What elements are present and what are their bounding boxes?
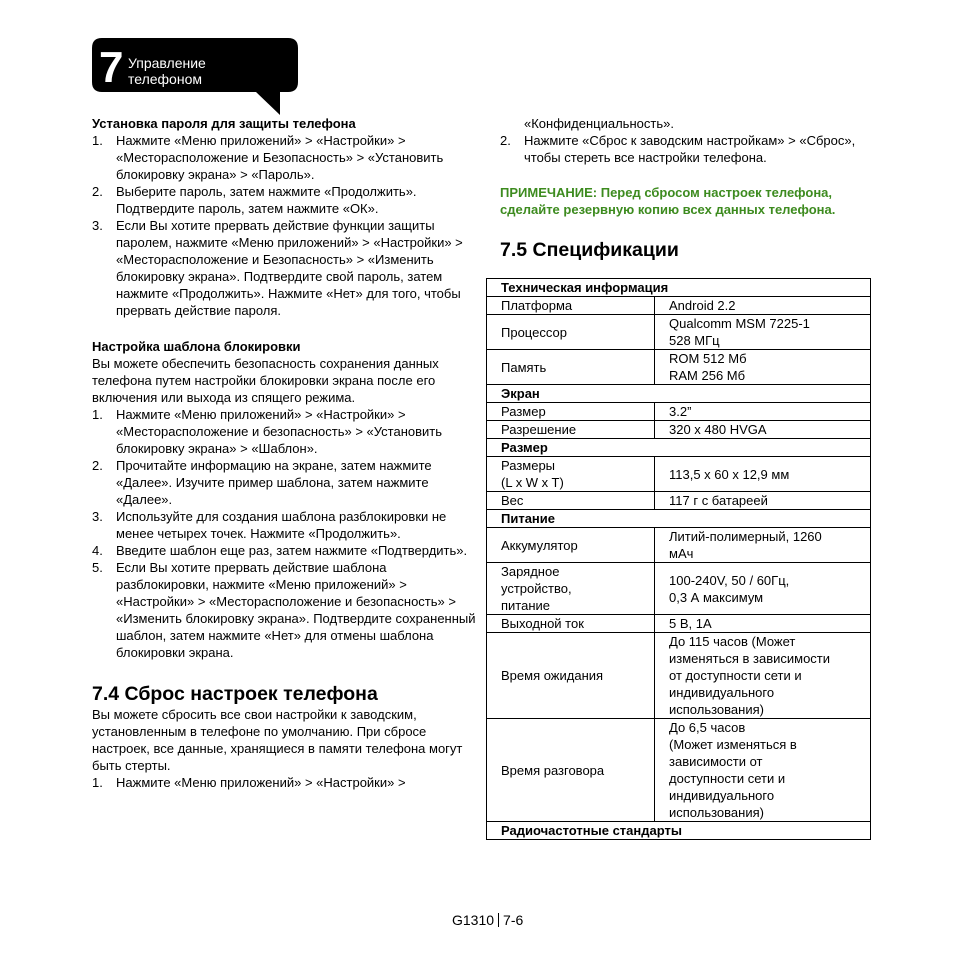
spec-value: 5 В, 1А <box>655 615 871 633</box>
spec-key: Платформа <box>487 297 655 315</box>
step-text: Нажмите «Меню приложений» > «Настройки» > «Месторасположение и Безопасность» > «Установить блокировку экрана» > «Пароль». <box>116 133 444 182</box>
step-number: 2. <box>500 133 511 148</box>
footer-divider <box>498 913 499 927</box>
spec-section-title: 7.5 Спецификации <box>500 239 679 261</box>
table-row <box>487 385 871 403</box>
spec-value: 320 x 480 HVGA <box>655 421 871 439</box>
list-item <box>92 217 477 319</box>
spec-value: 113,5 x 60 x 12,9 мм <box>655 457 871 492</box>
spec-value-line: До 6,5 часов <box>669 720 746 735</box>
list-item <box>92 183 477 217</box>
step-text: Прочитайте информацию на экране, затем нажмите «Далее». Изучите пример шаблона, затем нажмите «Далее». <box>116 458 432 507</box>
spec-key: Время ожидания <box>487 633 655 719</box>
spec-key: Аккумулятор <box>487 528 655 563</box>
category-screen: Экран <box>487 385 871 403</box>
spec-value-line: ROM 512 Мб <box>669 351 747 366</box>
spec-value-line: использования) <box>669 805 764 820</box>
table-row <box>487 315 871 350</box>
reset-section-title: 7.4 Сброс настроек телефона <box>92 683 378 705</box>
category-size: Размер <box>487 439 871 457</box>
chapter-number: 7 <box>99 43 123 92</box>
spec-value-line: Литий-полимерный, 1260 <box>669 529 822 544</box>
category-tech: Техническая информация <box>487 279 871 297</box>
chapter-badge <box>92 38 298 114</box>
step-text: Введите шаблон еще раз, затем нажмите «Подтвердить». <box>116 543 468 558</box>
spec-key: Процессор <box>487 315 655 350</box>
spec-key: Память <box>487 350 655 385</box>
spec-value-line: зависимости от <box>669 754 763 769</box>
spec-key <box>487 563 655 615</box>
spec-value: 3.2” <box>655 403 871 421</box>
spec-key: Вес <box>487 492 655 510</box>
spec-key: Разрешение <box>487 421 655 439</box>
page-footer <box>452 912 523 928</box>
spec-value-line: доступности сети и <box>669 771 786 786</box>
category-power: Питание <box>487 510 871 528</box>
chapter-title-line2: телефоном <box>128 71 202 87</box>
step-text: Нажмите «Сброс к заводским настройкам» > «Сброс», чтобы стереть все настройки телефона. <box>524 133 856 165</box>
table-row <box>487 457 871 492</box>
spec-value-line: До 115 часов (Может <box>669 634 796 649</box>
spec-value-line: изменяться в зависимости <box>669 651 831 666</box>
password-steps <box>92 132 477 319</box>
step-number: 1. <box>92 407 103 422</box>
table-row <box>487 510 871 528</box>
step-number: 3. <box>92 509 103 524</box>
spec-value: 117 г с батареей <box>655 492 871 510</box>
note-text: ПРИМЕЧАНИЕ: Перед сбросом настроек телефона, сделайте резервную копию всех данных телефона. <box>500 185 836 217</box>
spec-value-line: (Может изменяться в <box>669 737 797 752</box>
step-number: 1. <box>92 133 103 148</box>
table-row <box>487 528 871 563</box>
pattern-intro: Вы можете обеспечить безопасность сохранения данных телефона путем настройки блокировки экрана после его включения или выхода из спящего режима. <box>92 356 439 405</box>
spec-value <box>655 350 871 385</box>
spec-value-line: мАч <box>669 546 694 561</box>
spec-value <box>655 719 871 822</box>
page-number: 7-6 <box>503 912 524 928</box>
table-row <box>487 633 871 719</box>
spec-value-line: 528 МГц <box>669 333 720 348</box>
model-name: G1310 <box>452 912 495 928</box>
table-row <box>487 350 871 385</box>
spec-key-line: устройство, <box>501 581 572 596</box>
list-item <box>500 132 872 166</box>
spec-key-line: питание <box>501 598 551 613</box>
list-item <box>92 406 477 457</box>
table-row <box>487 563 871 615</box>
pattern-steps <box>92 406 477 661</box>
spec-value <box>655 315 871 350</box>
step-number: 4. <box>92 543 103 558</box>
spec-value-line: Qualcomm MSM 7225-1 <box>669 316 810 331</box>
right-column <box>500 115 872 262</box>
list-item <box>92 508 477 542</box>
left-column <box>92 115 477 791</box>
table-row <box>487 421 871 439</box>
step-number: 5. <box>92 560 103 575</box>
reset-step1-continued: «Конфиденциальность». <box>524 116 674 131</box>
step-number: 2. <box>92 184 103 199</box>
spec-key <box>487 457 655 492</box>
spec-key: Выходной ток <box>487 615 655 633</box>
spec-value-line: 100-240V, 50 / 60Гц, <box>669 572 790 588</box>
spec-value-line: от доступности сети и <box>669 668 802 683</box>
spec-key: Время разговора <box>487 719 655 822</box>
table-row <box>487 403 871 421</box>
spec-value <box>655 563 871 615</box>
spec-value: Android 2.2 <box>655 297 871 315</box>
table-row <box>487 719 871 822</box>
list-item <box>92 559 477 661</box>
list-item <box>92 774 477 791</box>
step-text: Используйте для создания шаблона разблокировки не менее четырех точек. Нажмите «Продолжить». <box>116 509 447 541</box>
spec-key-line: (L x W x T) <box>501 475 564 490</box>
spec-value <box>655 528 871 563</box>
step-number: 1. <box>92 775 103 790</box>
step-number: 3. <box>92 218 103 233</box>
spec-key-line: Размеры <box>501 458 556 473</box>
reset-intro: Вы можете сбросить все свои настройки к заводским, установленным в телефоне по умолчанию. При сбросе настроек, все данные, хранящиеся в памяти телефона могут быть стерты. <box>92 707 463 773</box>
table-row <box>487 439 871 457</box>
step-text: Нажмите «Меню приложений» > «Настройки» > «Месторасположение и безопасность» > «Установить блокировку экрана» > «Шаблон». <box>116 407 443 456</box>
table-row <box>487 297 871 315</box>
spec-key: Размер <box>487 403 655 421</box>
password-heading: Установка пароля для защиты телефона <box>92 116 356 131</box>
step-text: Нажмите «Меню приложений» > «Настройки» > <box>116 775 406 790</box>
table-row <box>487 822 871 840</box>
step-text: Если Вы хотите прервать действие шаблона разблокировки, нажмите «Меню приложений» > «Настройки» > «Месторасположение и безопасность» > «Изменить блокировку экрана». Подтвердите сохраненный шаблон, затем нажмите «Нет» для отмены шаблона блокировки экрана. <box>116 560 476 660</box>
step-text: Выберите пароль, затем нажмите «Продолжить». Подтвердите пароль, затем нажмите «ОК». <box>116 184 417 216</box>
step-text: Если Вы хотите прервать действие функции защиты паролем, нажмите «Меню приложений» > «Настройки» > «Месторасположение и Безопасность» > «Изменить блокировку экрана». Подтвердите свой пароль, затем нажмите «Продолжить». Нажмите «Нет» для того, чтобы прервать действие пароля. <box>116 218 463 318</box>
spec-table <box>486 278 871 840</box>
chapter-title-line1: Управление <box>128 55 206 71</box>
spec-value-line: RAM 256 Мб <box>669 368 746 383</box>
spec-value-line: индивидуального <box>669 685 775 700</box>
spec-key-line: Зарядное <box>501 564 560 579</box>
step-number: 2. <box>92 458 103 473</box>
pattern-heading: Настройка шаблона блокировки <box>92 339 301 354</box>
table-row <box>487 615 871 633</box>
table-row <box>487 279 871 297</box>
table-row <box>487 492 871 510</box>
spec-value-line: индивидуального <box>669 788 775 803</box>
category-radio: Радиочастотные стандарты <box>487 822 871 840</box>
spec-value-line: 0,3 А максимум <box>669 589 764 605</box>
list-item <box>92 457 477 508</box>
list-item <box>92 132 477 183</box>
spec-value <box>655 633 871 719</box>
list-item <box>92 542 477 559</box>
spec-value-line: использования) <box>669 702 764 717</box>
